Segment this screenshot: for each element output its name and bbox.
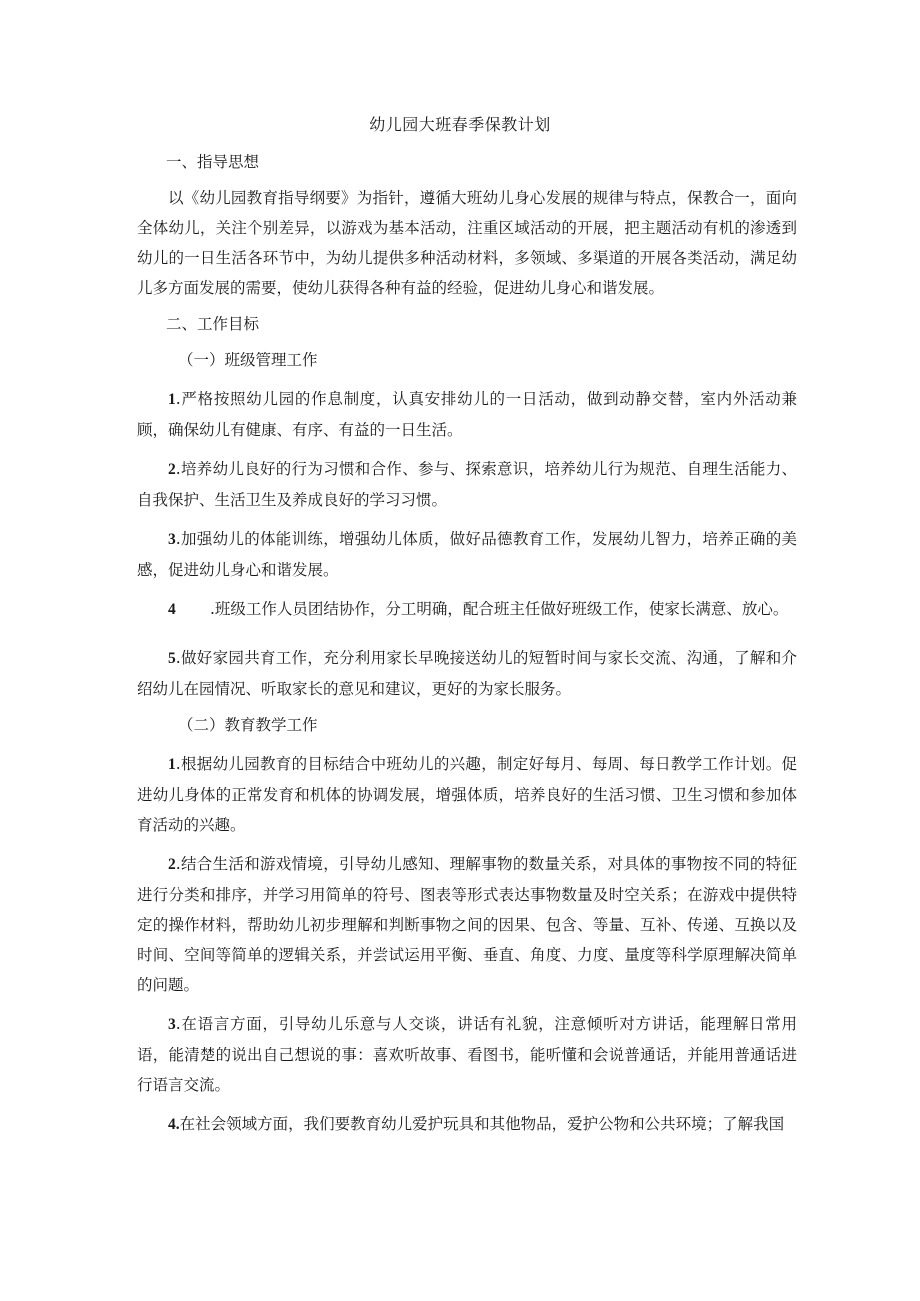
item-text: 在社会领域方面，我们要教育幼儿爱护玩具和其他物品，爱护公物和公共环境；了解我国 bbox=[179, 1115, 785, 1133]
teaching-work-item-4 bbox=[137, 1109, 797, 1140]
item-number: 4. bbox=[168, 1116, 180, 1133]
class-management-item-1 bbox=[137, 384, 797, 445]
section-heading-guiding-ideology: 一、指导思想 bbox=[166, 153, 260, 171]
class-management-item-3 bbox=[137, 524, 797, 585]
item-number: 3 bbox=[168, 1016, 176, 1033]
item-text: .做好家园共育工作，充分利用家长早晚接送幼儿的短暂时间与家长交流、沟通，了解和介绍幼儿在园情况、听取家长的意见和建议，更好的为家长服务。 bbox=[137, 649, 797, 698]
item-text: .培养幼儿良好的行为习惯和合作、参与、探索意识，培养幼儿行为规范、自理生活能力、自我保护、生活卫生及养成良好的学习习惯。 bbox=[137, 460, 797, 509]
teaching-work-item-3 bbox=[137, 1009, 797, 1100]
item-number: 1 bbox=[168, 756, 176, 773]
section-heading-work-goals: 二、工作目标 bbox=[166, 315, 260, 333]
subsection-heading-class-management: （一）班级管理工作 bbox=[178, 351, 318, 369]
class-management-item-2 bbox=[137, 454, 797, 515]
item-text: .班级工作人员团结协作，分工明确，配合班主任做好班级工作，使家长满意、放心。 bbox=[210, 600, 789, 618]
item-text: .严格按照幼儿园的作息制度，认真安排幼儿的一日活动，做到动静交替，室内外活动兼顾，确保幼儿有健康、有序、有益的一日生活。 bbox=[137, 390, 797, 439]
item-number: 2 bbox=[168, 461, 176, 478]
class-management-item-4 bbox=[137, 594, 797, 625]
item-number: 1 bbox=[168, 391, 176, 408]
teaching-work-item-2 bbox=[137, 849, 797, 1000]
class-management-item-5 bbox=[137, 643, 797, 704]
item-number: 5 bbox=[168, 650, 176, 667]
item-number: 3 bbox=[168, 531, 176, 548]
document-body bbox=[137, 147, 797, 1140]
guiding-ideology-paragraph: 以《幼儿园教育指导纲要》为指针，遵循大班幼儿身心发展的规律与特点，保教合一，面向全体幼儿，关注个别差异，以游戏为基本活动，注重区域活动的开展，把主题活动有机的渗透到幼儿的一日生活各环节中，为幼儿提供多种活动材料，多领域、多渠道的开展各类活动，满足幼儿多方面发展的需要，使幼儿获得各种有益的经验，促进幼儿身心和谐发展。 bbox=[137, 189, 797, 297]
item-text: .加强幼儿的体能训练，增强幼儿体质，做好品德教育工作，发展幼儿智力，培养正确的美感，促进幼儿身心和谐发展。 bbox=[137, 530, 797, 579]
item-text: .结合生活和游戏情境，引导幼儿感知、理解事物的数量关系，对具体的事物按不同的特征进行分类和排序，并学习用简单的符号、图表等形式表达事物数量及时空关系；在游戏中提供特定的操作材料，帮助幼儿初步理解和判断事物之间的因果、包含、等量、互补、传递、互换以及时间、空间等简单的逻辑关系，并尝试运用平衡、垂直、角度、力度、量度等科学原理解决简单的问题。 bbox=[137, 855, 797, 994]
subsection-heading-teaching-work: （二）教育教学工作 bbox=[178, 716, 318, 734]
teaching-work-item-1 bbox=[137, 749, 797, 840]
item-number: 2 bbox=[168, 856, 176, 873]
item-text: .在语言方面，引导幼儿乐意与人交谈，讲话有礼貌，注意倾听对方讲话，能理解日常用语，能清楚的说出自己想说的事：喜欢听故事、看图书，能听懂和会说普通话，并能用普通话进行语言交流。 bbox=[137, 1015, 797, 1094]
item-text: .根据幼儿园教育的目标结合中班幼儿的兴趣，制定好每月、每周、每日教学工作计划。促进幼儿身体的正常发育和机体的协调发展，增强体质，培养良好的生活习惯、卫生习惯和参加体育活动的兴趣。 bbox=[137, 755, 797, 834]
document-title: 幼儿园大班春季保教计划 bbox=[369, 115, 551, 134]
item-number: 4 bbox=[168, 601, 176, 618]
